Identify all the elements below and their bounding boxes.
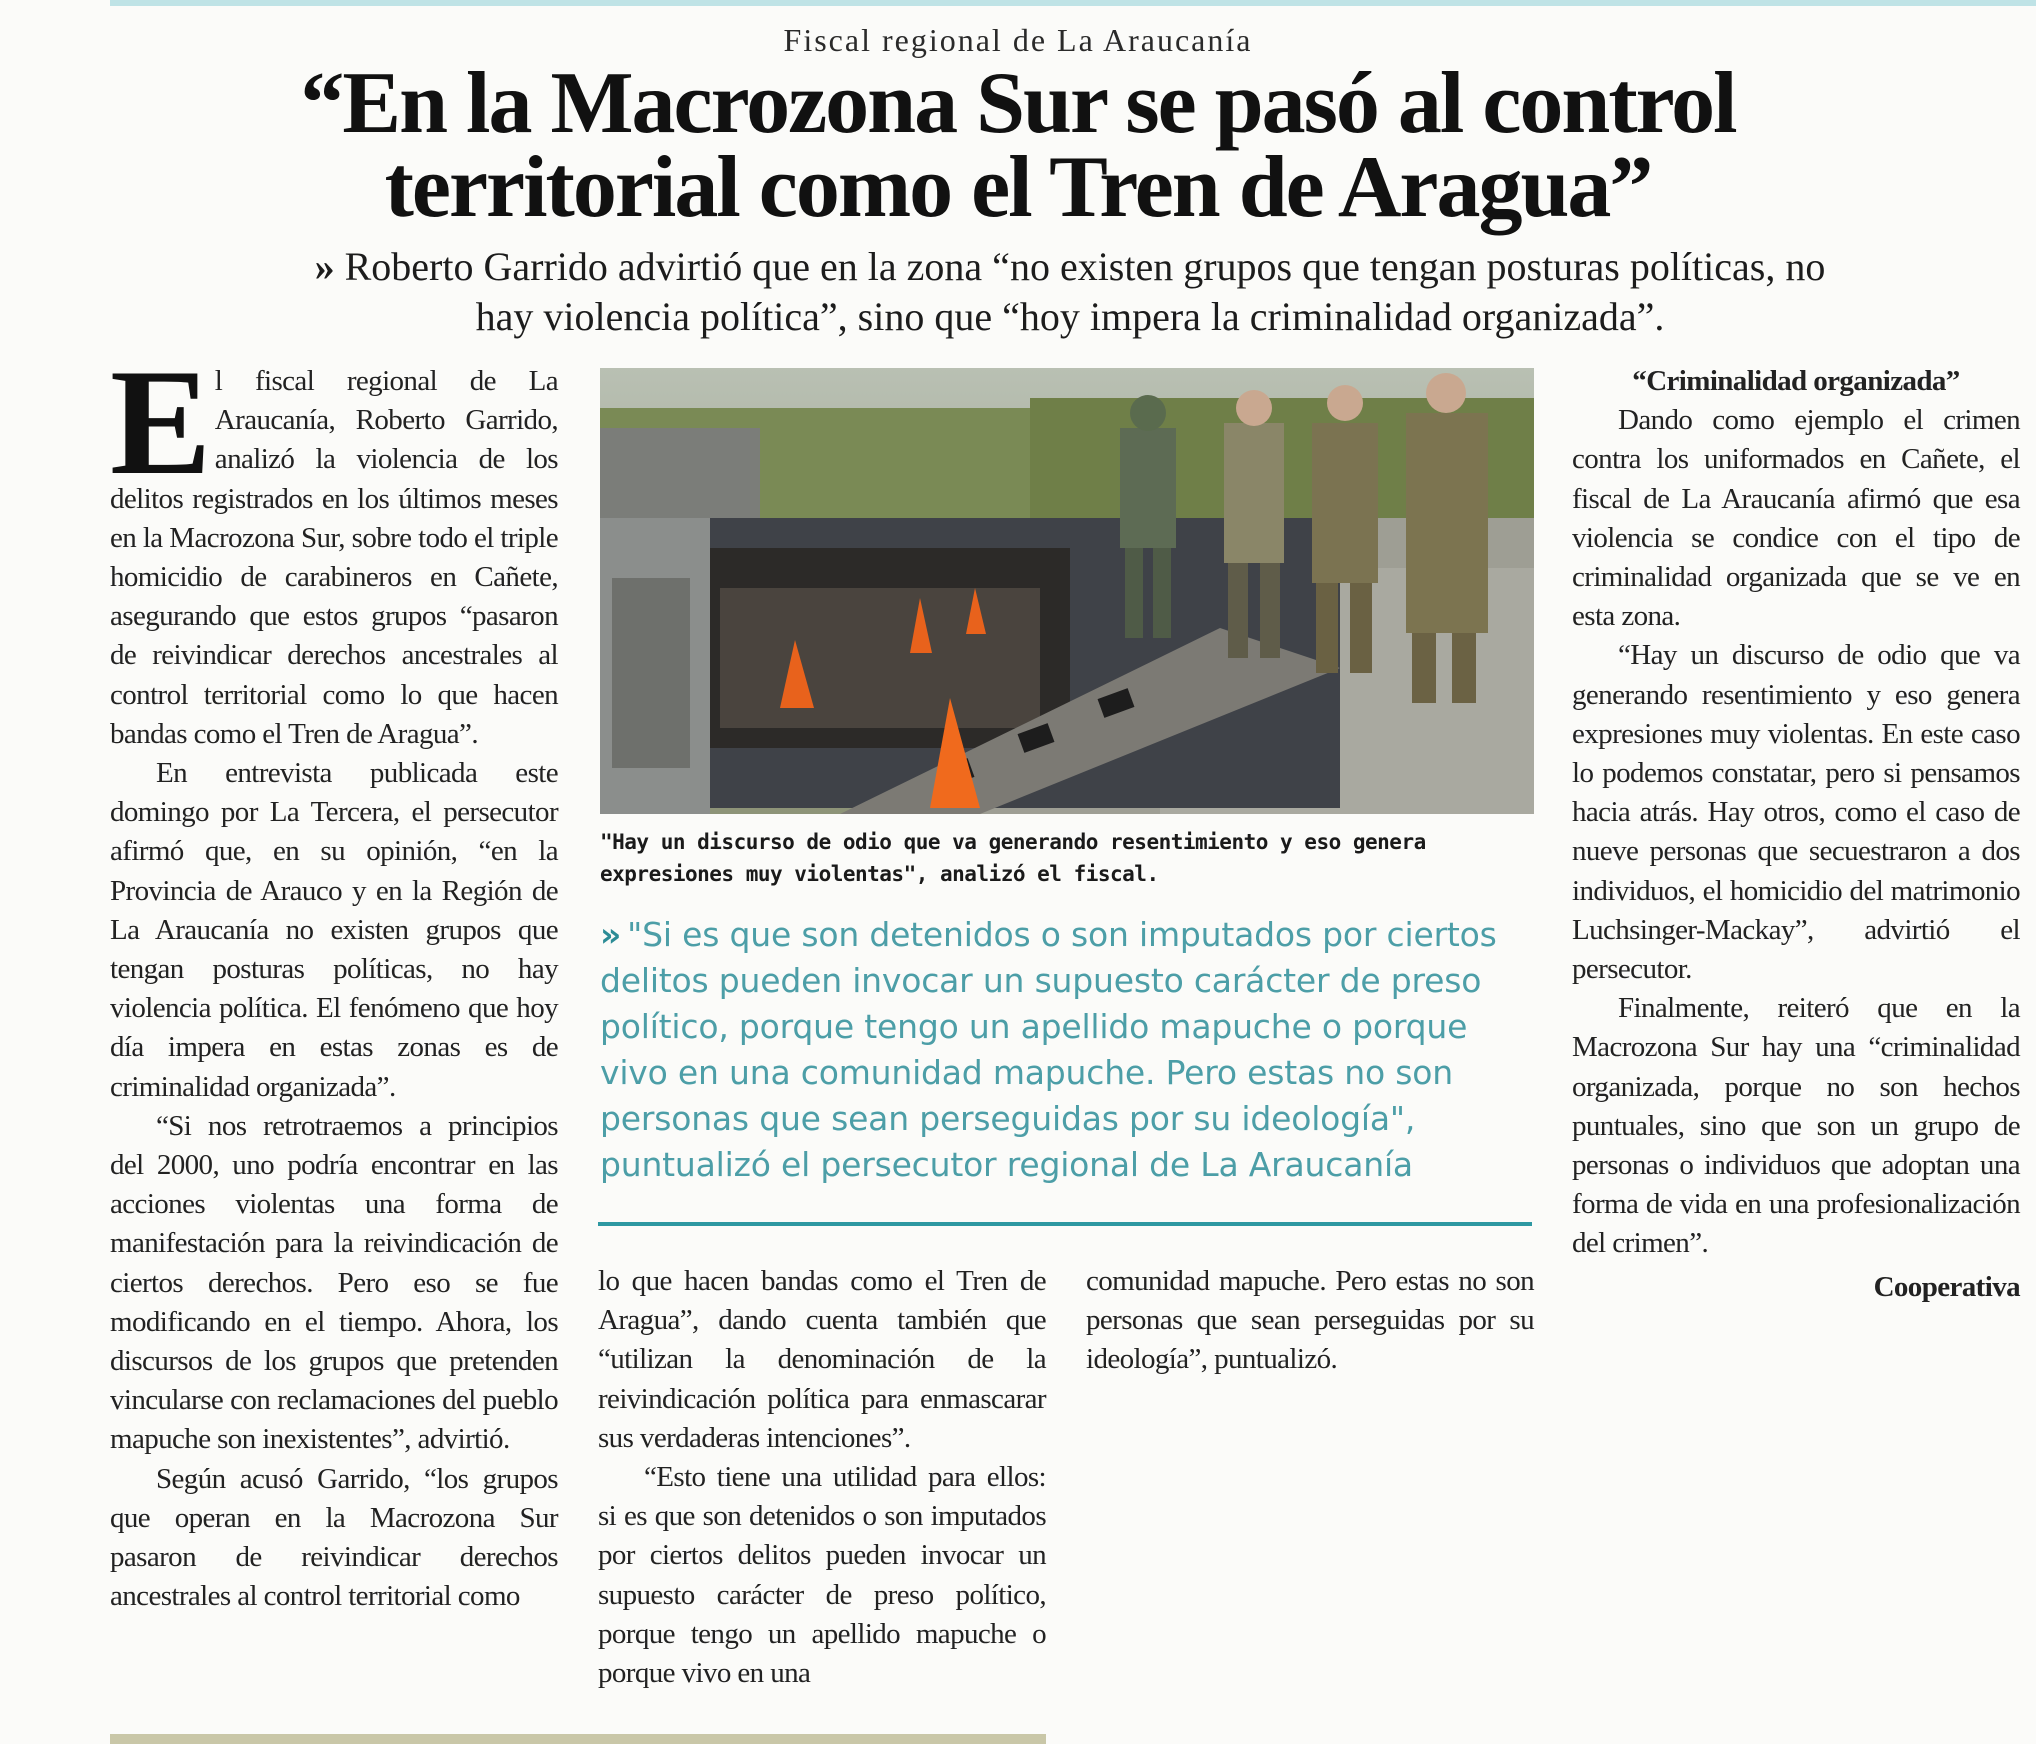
drop-cap: E — [110, 338, 211, 506]
double-chevron-icon: » — [314, 244, 335, 289]
news-photo — [600, 368, 1534, 814]
deck-text: Roberto Garrido advirtió que en la zona “no existen grupos que tengan posturas políticas, no hay violencia política”, sino que “hoy impera la criminalidad organizada”. — [344, 244, 1826, 339]
article-column-2 — [598, 1262, 1046, 1693]
paragraph: Dando como ejemplo el crimen contra los uniformados en Cañete, el fiscal de La Araucanía afirmó que esa violencia se condice con el tipo de criminalidad organizada que se ve en esta zona. — [1572, 404, 2020, 633]
pull-quote-rule — [598, 1222, 1532, 1226]
headline-line-1: “En la Macrozona Sur se pasó al control — [300, 55, 1736, 152]
article-column-4 — [1572, 362, 2020, 1307]
article-column-1 — [110, 338, 558, 1692]
bottom-rule — [110, 1734, 1046, 1744]
section-subhead: “Criminalidad organizada” — [1632, 365, 1960, 397]
paragraph-text: l fiscal regional de La Araucanía, Roberto Garrido, analizó la violencia de los delitos registrados en los últimos meses en la Macrozona Sur, sobre todo el triple homicidio de carabineros en Cañete, asegurando que estos grupos “pasaron de reivindicar derechos ancestrales al control territorial como lo que hacen bandas como el Tren de Aragua”. — [110, 365, 558, 750]
source-signature: Cooperativa — [1873, 1270, 2020, 1303]
pull-quote-text: "Si es que son detenidos o son imputados por ciertos delitos pueden invocar un supuesto carácter de preso político, porque tengo un apellido mapuche o porque vivo en una comunidad mapuche. Pero estas no son personas que sean perseguidas por su ideología", puntualizó el persecutor regional de La Araucanía — [600, 915, 1497, 1184]
headline — [0, 55, 2036, 236]
kicker: Fiscal regional de La Araucanía — [783, 22, 1253, 58]
paragraph: Finalmente, reiteró que en la Macrozona Sur hay una “criminalidad organizada, porque no son hechos puntuales, sino que son un grupo de personas o individuos que adoptan una forma de vida en una profesionalización del crimen”. — [1572, 992, 2020, 1260]
top-accent-rule — [110, 0, 2036, 6]
paragraph — [110, 338, 558, 754]
paragraph: comunidad mapuche. Pero estas no son personas que sean perseguidas por su ideología”, puntualizó. — [1086, 1265, 1534, 1376]
article-column-3 — [1086, 1262, 1534, 1380]
paragraph: lo que hacen bandas como el Tren de Aragua”, dando cuenta también que “utilizan la denominación de la reivindicación política para enmascarar sus verdaderas intenciones”. — [598, 1265, 1046, 1454]
paragraph: En entrevista publicada este domingo por La Tercera, el persecutor afirmó que, en su opinión, “en la Provincia de Arauco y en la Región de La Araucanía no existen grupos que tengan posturas políticas, no hay violencia política. El fenómeno que hoy día impera en estas zonas es de criminalidad organizada”. — [110, 757, 558, 1103]
photo-caption: "Hay un discurso de odio que va generando resentimiento y eso genera expresiones muy violentas", analizó el fiscal. — [600, 830, 1426, 886]
photo-burned-vehicle-officers — [600, 368, 1534, 814]
pull-quote — [600, 912, 1534, 1188]
paragraph: “Si nos retrotraemos a principios del 2000, uno podría encontrar en las acciones violentas una forma de manifestación para la reivindicación de ciertos derechos. Pero eso se fue modificando en el tiempo. Ahora, los discursos de los grupos que pretenden vincularse con reclamaciones del pueblo mapuche son inexistentes”, advirtió. — [110, 1109, 558, 1456]
paragraph: “Esto tiene una utilidad para ellos: si es que son detenidos o son imputados por ciertos delitos pueden invocar un supuesto carácter de preso político, porque tengo un apellido mapuche o porque vivo en una — [598, 1461, 1046, 1690]
double-chevron-icon: » — [600, 915, 622, 954]
paragraph: “Hay un discurso de odio que va generando resentimiento y eso genera expresiones muy violentas. En este caso lo podemos constatar, pero si pensamos hacia atrás. Hay otros, como el caso de nueve personas que secuestraron a dos individuos, el homicidio del matrimonio Luchsinger-Mackay”, advirtió el persecutor. — [1572, 639, 2020, 986]
headline-line-2: territorial como el Tren de Aragua” — [384, 139, 1652, 236]
deck — [290, 242, 1850, 342]
paragraph: Según acusó Garrido, “los grupos que operan en la Macrozona Sur pasaron de reivindicar derechos ancestrales al control territorial como — [110, 1462, 558, 1613]
